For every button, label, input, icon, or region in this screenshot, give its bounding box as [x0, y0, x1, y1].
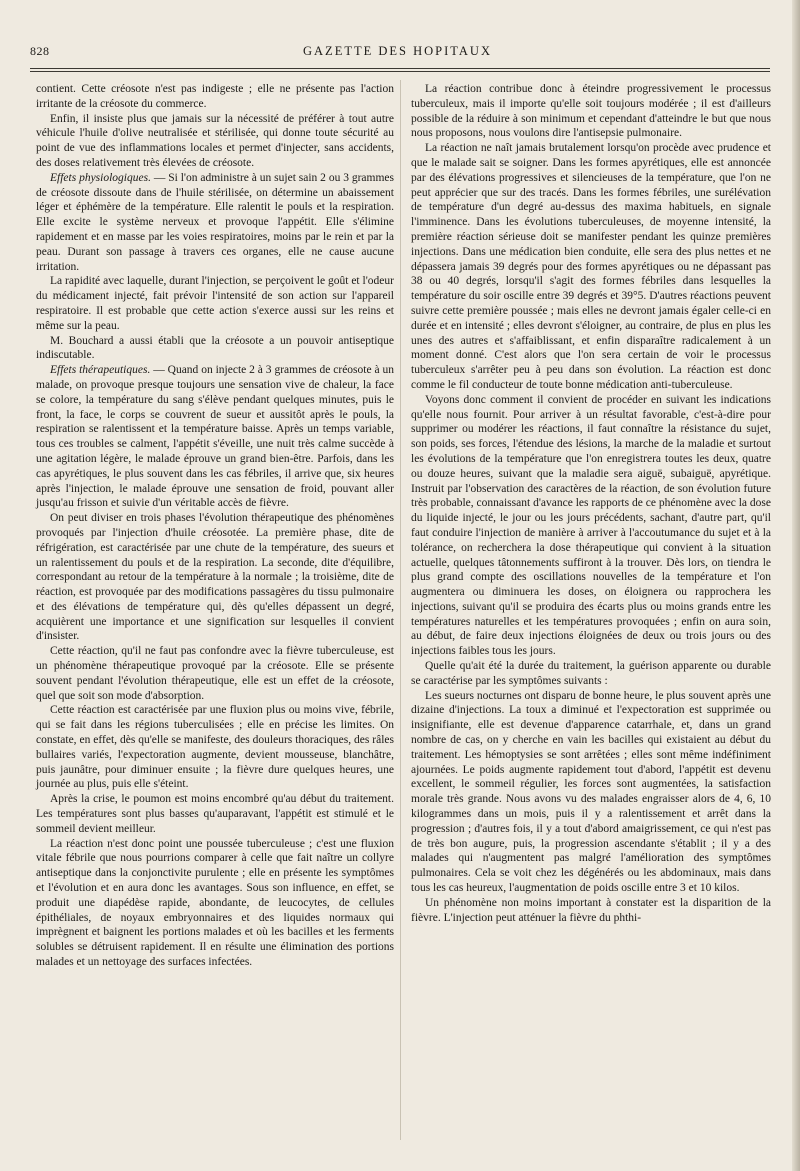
- page-number: 828: [30, 44, 50, 58]
- paragraph: [36, 82, 394, 112]
- paragraph-text: La réaction ne naît jamais brutalement lorsqu'on procède avec prudence et que le malade sait se soigner. Dans les formes apyrétiques, elle est annoncée par des élévations progressives et silencieuses de la température, que l'on ne peut apprécier que sur des tracés. Dans les formes fébriles, une surélévation de température d'un degré au-dessus des maxima habituels, en signale l'imminence. Dans les évolutions tuberculeuses, de moyenne intensité, la première réaction sérieuse doit se manifester pendant les quinze premières injections. Dans une médication bien conduite, elle sera des plus nettes et ne dépassera jamais 39 degrés pour des formes apyrétiques ou ne dépassant pas 38 ou 40 degrés, lorsqu'il s'agit des formes fébriles dans lesquelles la température du soir oscille entre 39 degrés et 39°5. D'autres réactions peuvent suivre cette première poussée ; mais elles ne devront jamais égaler celle-ci en durée et en intensité ; elles devront s'éloigner, au contraire, de plus en plus les unes des autres et s'affaiblissant, et enfin disparaître radicalement à un moment donné. C'est alors que l'on sera certain de voir le processus tuberculeux s'arrêter peu à peu dans son évolution. La réaction est donc comme le fil conducteur de toute bonne médication anti-tuberculeuse.: [411, 142, 771, 391]
- paragraph-text: Après la crise, le poumon est moins encombré qu'au début du traitement. Les températures sont plus basses qu'auparavant, l'appétit est stimulé et le sommeil devient meilleur.: [36, 793, 394, 835]
- paragraph-text: La rapidité avec laquelle, durant l'injection, se perçoivent le goût et l'odeur du médicament injecté, fait prévoir l'intensité de son action sur l'appareil respiratoire. Il est probable que cette action s'exerce aussi sur les reins et même sur la peau.: [36, 275, 394, 332]
- paragraph: [411, 689, 771, 896]
- paragraph: [36, 363, 394, 511]
- right-column: [411, 82, 771, 925]
- paragraph-text: — Quand on injecte 2 à 3 grammes de créosote à un malade, on provoque presque toujours une sensation vive de chaleur, la face se colore, la température du sang s'élève pendant quelques minutes, puis le front, la face, le corps se couvrent de sueur et aussitôt après le pouls, la respiration se ralentissent et la température baisse. Après un temps variable, tous ces troubles se calment, l'appétit s'éveille, une nuit très calme succède à une agitation légère, le malade éprouve un grand bien-être. Parfois, dans les cas apyrétiques, le plus souvent dans les cas fébriles, il arrive que, six heures après l'injection, le malade éprouve une sensation de froid, pouvant aller jusqu'au frisson et suivie d'un véritable accès de fièvre.: [36, 364, 394, 510]
- paragraph-text: Quelle qu'ait été la durée du traitement, la guérison apparente ou durable se caractérise par les symptômes suivants :: [411, 660, 771, 687]
- column-divider: [400, 80, 401, 1140]
- left-column: [36, 82, 394, 970]
- page-header: [30, 44, 765, 66]
- paragraph-text: Cette réaction, qu'il ne faut pas confondre avec la fièvre tuberculeuse, est un phénomène thérapeutique provoqué par la créosote. Elle se présente souvent pendant l'évolution thérapeutique, elle est un effet de la créosote, quel que soit son mode d'absorption.: [36, 645, 394, 702]
- paragraph-text: Les sueurs nocturnes ont disparu de bonne heure, le plus souvent après une dizaine d'injections. La toux a diminué et l'expectoration est supprimée ou insignifiante, elle est devenue d'apparence catarrhale, et, dans un grand nombre de cas, on y cherche en vain les bacilles qui existaient au début du traitement. Les hémoptysies se sont arrêtées ; elles sont même indéfiniment ajournées. Le poids augmente rapidement tout d'abord, l'appétit est devenu excellent, le sommeil régulier, les forces sont augmentées, la satisfaction morale très grande. Nous avons vu des malades engraisser alors de 4, 6, 10 kilogrammes dans un mois, puis il y a ralentissement et arrêt dans la progression ; d'autres fois, il y a tout d'abord amaigrissement, ce qui n'est pas de très bon augure, puis, la progression ascendante s'établit ; il y a des malades qui n'augmentent pas malgré l'amélioration des symptômes pulmonaires. Cela se voit chez les dégénérés ou les abdominaux, mais dans tous les cas heureux, l'augmentation de poids oscille entre 3 et 10 kilos.: [411, 689, 771, 895]
- paragraph: [36, 274, 394, 333]
- paragraph: [36, 703, 394, 792]
- paragraph-text: La réaction n'est donc point une poussée tuberculeuse ; c'est une fluxion vitale fébrile que nous pourrions comparer à celle que fait naître un collyre antiseptique dans la conjonctivite purulente ; elle en présente les symptômes et l'évolution et en aura donc les avantages. Sous son influence, en effet, se produit une diapédèse rapide, abondante, de leucocytes, de cellules épithéliales, de noyaux embryonnaires et des liquides normaux qui imprègnent et baignent les portions malades et où les bacilles et les ferments solubles se détruisent rapidement. Il en résulte une élimination des portions malades et un nettoyage des surfaces infectées.: [36, 837, 394, 969]
- header-rule-double: [30, 71, 770, 72]
- paragraph: [36, 112, 394, 171]
- paragraph-text: Un phénomène non moins important à constater est la disparition de la fièvre. L'injection peut atténuer la fièvre du phthi-: [411, 896, 771, 924]
- running-head: GAZETTE DES HOPITAUX: [303, 44, 492, 58]
- paragraph: [36, 644, 394, 703]
- paragraph: [36, 837, 394, 970]
- section-heading: Effets physiologiques.: [50, 171, 151, 184]
- paragraph-text: contient. Cette créosote n'est pas indigeste ; elle ne présente pas l'action irritante de la créosote du commerce.: [36, 83, 394, 110]
- header-rule: [30, 68, 770, 69]
- paragraph: [411, 393, 771, 659]
- paragraph-text: M. Bouchard a aussi établi que la créosote a un pouvoir antiseptique indiscutable.: [36, 334, 394, 362]
- paragraph: [36, 171, 394, 275]
- section-heading: Effets thérapeutiques.: [50, 364, 151, 377]
- paragraph-text: La réaction contribue donc à éteindre progressivement le processus tuberculeux, mais il importe qu'elle soit toujours modérée ; il est d'ailleurs possible de la réduire à son minimum et cependant d'atteindre le but que nous nous proposons, nous voulons dire l'antisepsie pulmonaire.: [411, 83, 771, 140]
- paragraph-text: Cette réaction est caractérisée par une fluxion plus ou moins vive, fébrile, qui se fait dans les régions tuberculisées ; elle en précise les limites. On constate, en effet, dès qu'elle se manifeste, des douleurs thoraciques, des râles bullaires variés, l'expectoration augmente, devient mousseuse, blanchâtre, puis jaunâtre, pour diminuer ensuite ; la fièvre dure quelques heures, une journée au plus, puis elle s'éteint.: [36, 704, 394, 791]
- paragraph: [36, 792, 394, 836]
- paragraph-text: Voyons donc comment il convient de procéder en suivant les indications qu'elle nous fournit. Pour arriver à un résultat favorable, c'est-à-dire pour supprimer ou modérer les réactions, il faut connaître la résistance du sujet, son poids, ses forces, l'étendue des lésions, la marche de la maladie et surtout les évolutions de la température que l'on enregistrera toutes les deux, quatre ou douze heures, suivant que la maladie sera aiguë, subaiguë, apyrétique. Instruit par l'observation des caractères de la réaction, de son évolution future très probable, connaissant d'avance les rapports de ce phénomène avec la dose du liquide injecté, le jour ou les jours précédents, sachant, d'autre part, qu'il faut conduire l'injection de manière à arriver à l'accoutumance du sujet et à la tolérance, on recherchera la dose thérapeutique qui convient à la situation actuelle, quelques tâtonnements suffiront à la trouver. Dès lors, on tiendra le plus grand compte des oscillations nouvelles de la température et l'on augmentera ou diminuera les doses, on éloignera ou rapprochera les injections, suivant qu'il se produira des écarts plus ou moins grands entre les températures naturelles et les températures provoquées ; enfin on aura soin, au début, de faire deux injections éloignées de deux ou trois jours ou des injections faibles tous les jours.: [411, 393, 771, 658]
- paragraph: [36, 511, 394, 644]
- paragraph: [411, 82, 771, 141]
- paragraph: [411, 896, 771, 926]
- paragraph-text: Enfin, il insiste plus que jamais sur la nécessité de préférer à tout autre véhicule l'huile d'olive neutralisée et stérilisée, qui donne toute sécurité au point de vue des inflammations locales et permet d'injecter, sans accidents, des doses relativement très élevées de créosote.: [36, 112, 394, 169]
- paragraph-text: — Si l'on administre à un sujet sain 2 ou 3 grammes de créosote dissoute dans de l'huile stérilisée, on détermine un abaissement léger et éphémère de la température. Elle ralentit le pouls et la respiration. Elle excite le système nerveux et provoque l'appétit. Elle s'élimine rapidement et en masse par les voies respiratoires, moins par le rein et par la peau. Durant son passage à travers ces organes, elle ne cause aucune irritation.: [36, 171, 395, 273]
- paragraph: [411, 659, 771, 689]
- paragraph-text: On peut diviser en trois phases l'évolution thérapeutique des phénomènes provoqués par l'injection d'huile créosotée. La première phase, dite de réfrigération, est caractérisée par une chute de la température, des sueurs et un ralentissement du pouls et de la respiration. La seconde, dite d'équilibre, correspondant au retour de la température à la normale ; la troisième, dite de réaction, est provoquée par des modifications passagères du tissu pulmonaire et des élévations de température qui, dès qu'elles dépassent un degré, acquièrent une importance et une signification sur lesquelles il convient d'insister.: [36, 512, 394, 643]
- paragraph: [36, 334, 394, 364]
- paragraph: [411, 141, 771, 393]
- page-edge-shadow: [792, 0, 800, 1171]
